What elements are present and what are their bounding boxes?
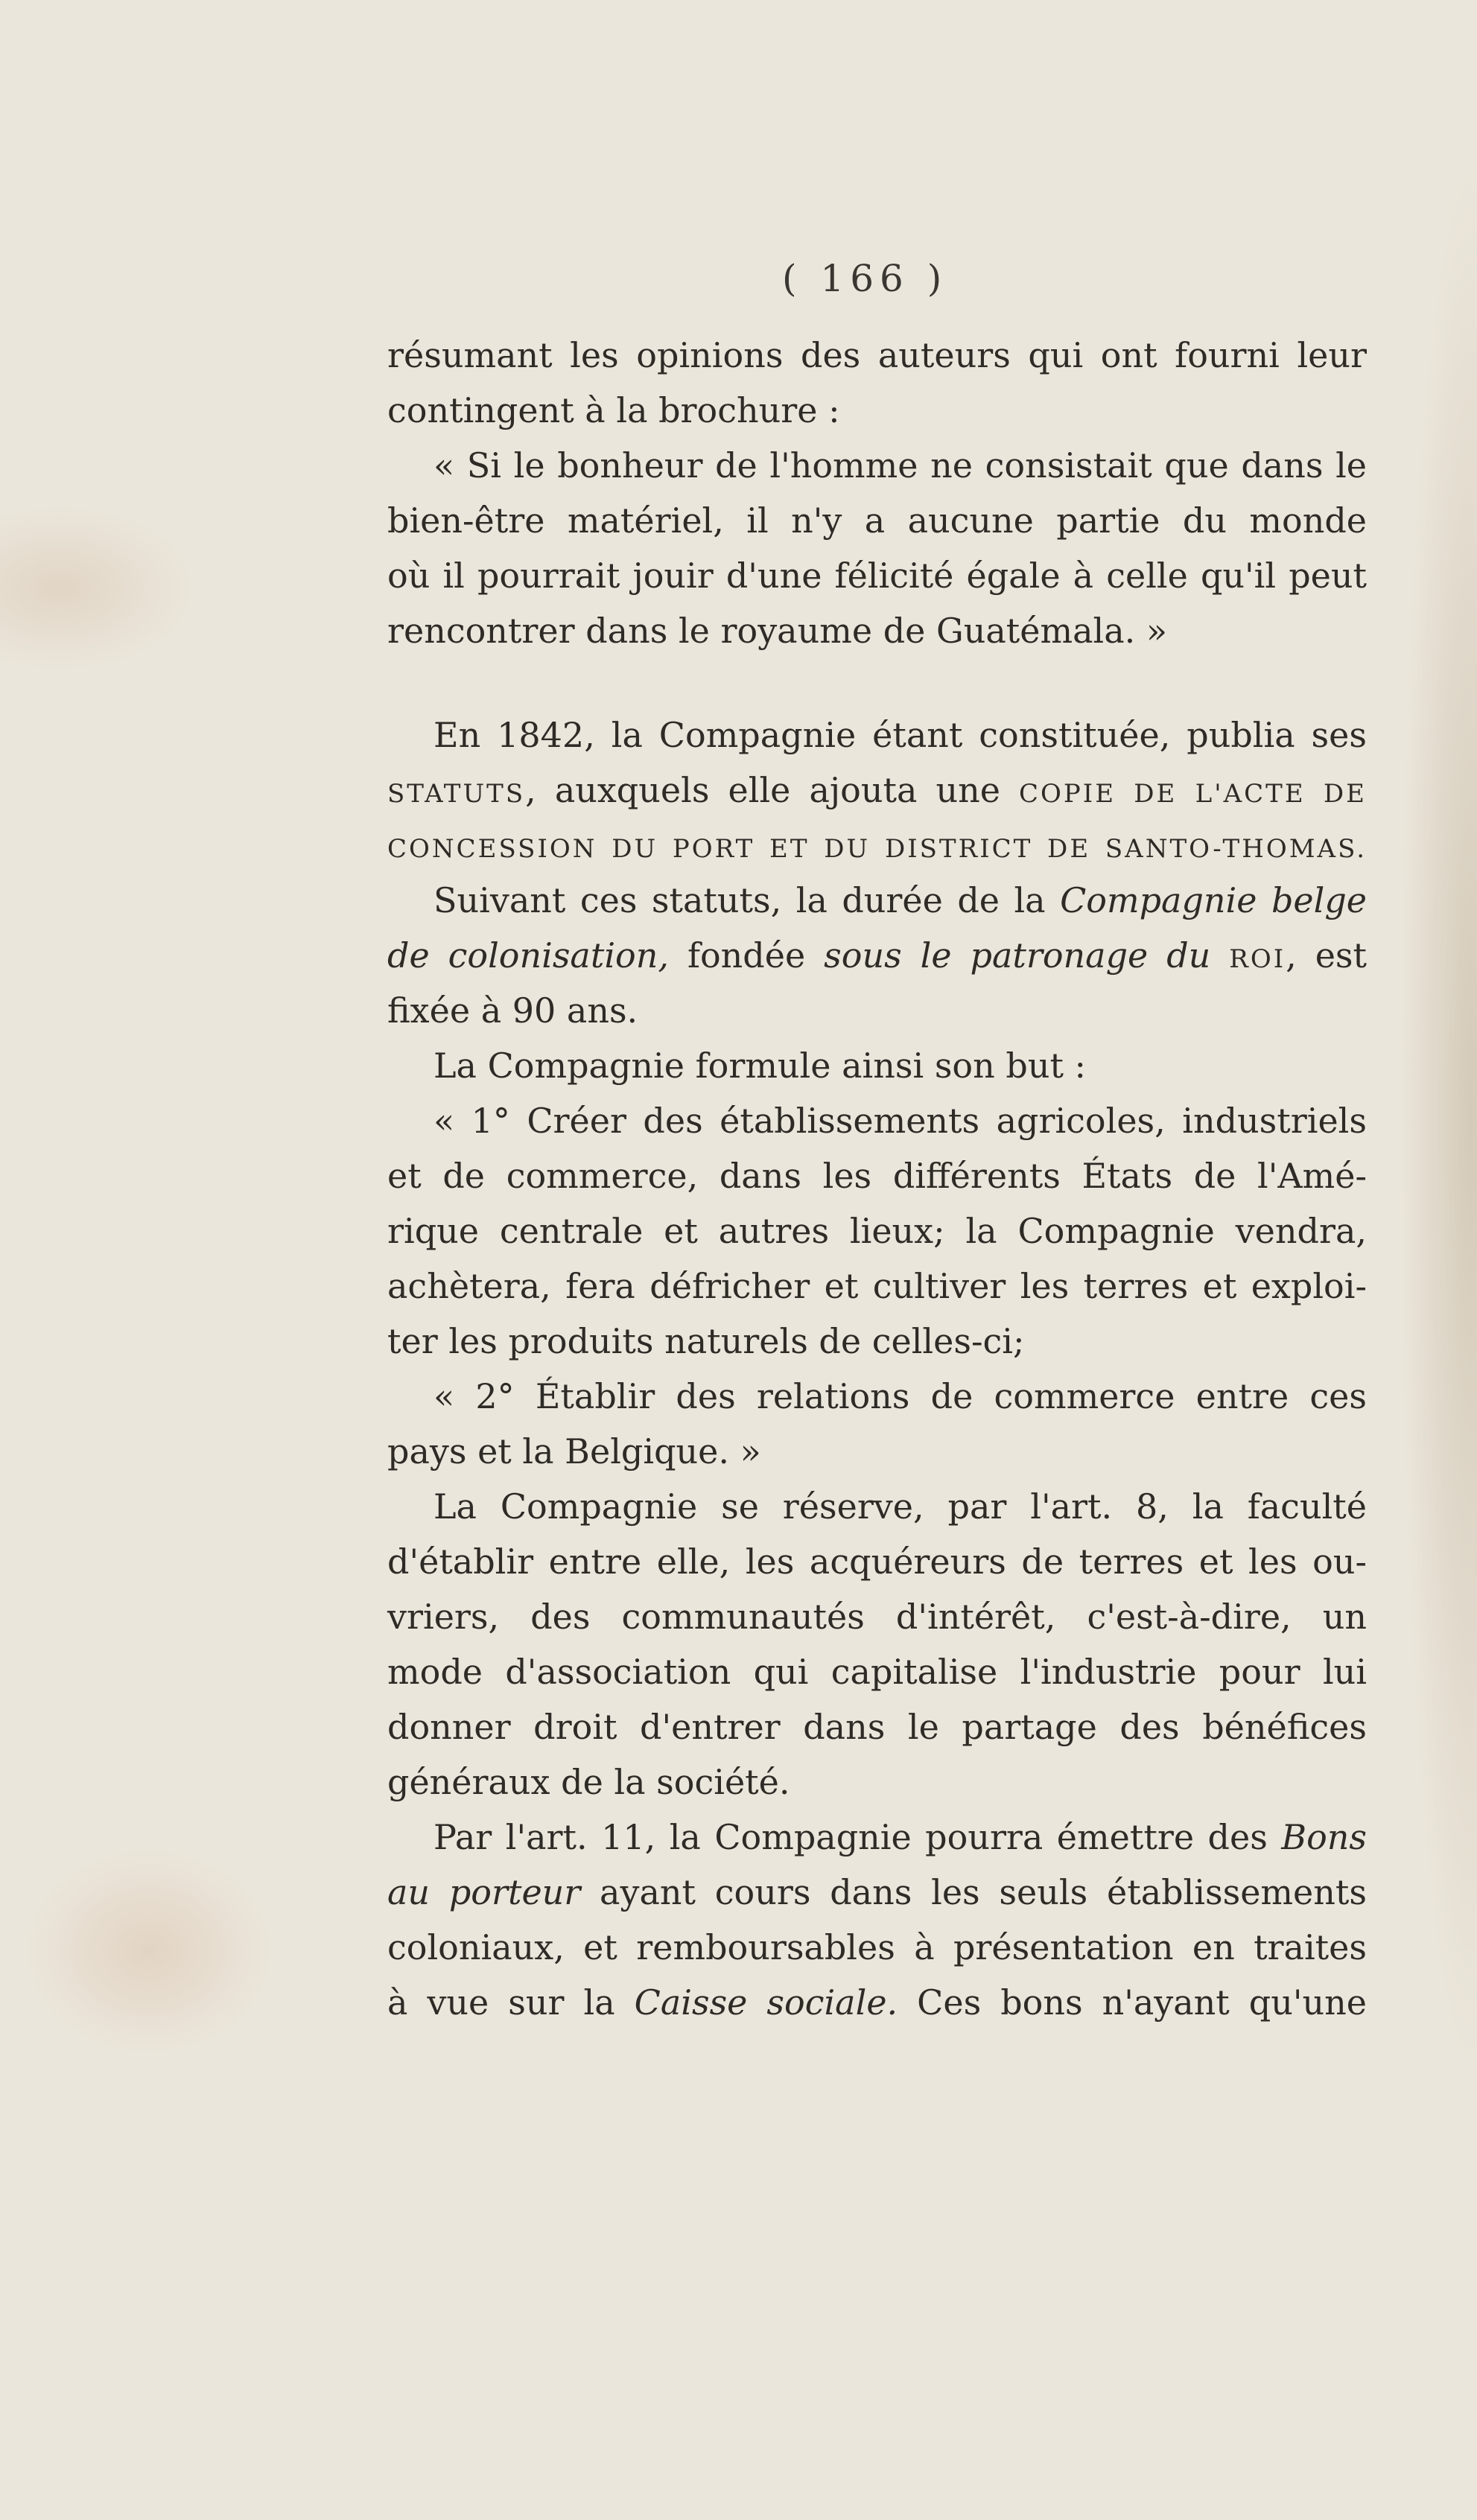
text-run: rencontrer dans le royaume de Guatémala. » (387, 611, 1168, 651)
text-run: , auxquels elle ajouta une (525, 770, 1020, 810)
text-line (387, 763, 1367, 818)
text-run: « Si le bonheur de l'homme ne consistait que dans le (433, 445, 1367, 486)
text-run: de colonisation, (387, 935, 669, 976)
text-run: Caisse sociale. (634, 1982, 898, 2023)
text-line (387, 818, 1367, 873)
text-line (387, 873, 1367, 928)
text-run: COPIE DE L'ACTE DE (1019, 779, 1367, 809)
text-run: contingent à la brochure : (387, 390, 840, 430)
text-line (387, 1810, 1367, 1865)
text-run: STATUTS (387, 779, 526, 809)
text-run: ROI (1229, 944, 1286, 974)
text-line (387, 1699, 1367, 1754)
text-line (387, 438, 1367, 493)
text-run: La Compagnie se réserve, par l'art. 8, la faculté (433, 1486, 1367, 1527)
text-run: coloniaux, et remboursables à présentation en traites (387, 1927, 1367, 1967)
text-run: ayant cours dans les seuls établissements (580, 1872, 1367, 1912)
text-line (387, 493, 1367, 548)
text-run: CONCESSION DU PORT ET DU DISTRICT DE SANTO-THOMAS. (387, 834, 1367, 864)
text-run: ter les produits naturels de celles-ci; (387, 1321, 1025, 1361)
text-line (387, 983, 1367, 1038)
text-line (387, 1534, 1367, 1589)
text-line (387, 1920, 1367, 1975)
text-run: En 1842, la Compagnie étant constituée, publia ses (433, 715, 1367, 755)
text-run: rique centrale et autres lieux; la Compagnie vendra, (387, 1211, 1367, 1251)
text-line (387, 383, 1367, 438)
text-line (387, 1865, 1367, 1920)
text-line (387, 1975, 1367, 2030)
page-number: ( 166 ) (782, 257, 948, 300)
text-line (387, 1203, 1367, 1259)
text-line (387, 1369, 1367, 1424)
text-run: Suivant ces statuts, la durée de la (433, 880, 1061, 920)
text-line (387, 1148, 1367, 1203)
text-run: « 2° Établir des relations de commerce entre ces (433, 1376, 1367, 1416)
text-run: achètera, fera défricher et cultiver les terres et exploi- (387, 1266, 1367, 1306)
text-run: mode d'association qui capitalise l'industrie pour lui (387, 1652, 1367, 1692)
text-run: vriers, des communautés d'intérêt, c'est-à-dire, un (387, 1597, 1367, 1637)
text-run: Ces bons n'ayant qu'une (898, 1982, 1367, 2023)
text-line (387, 1424, 1367, 1479)
text-run: résumant les opinions des auteurs qui ont fourni leur (387, 335, 1367, 375)
text-run: à vue sur la (387, 1982, 635, 2023)
text-run: fixée à 90 ans. (387, 990, 638, 1031)
text-run: Par l'art. 11, la Compagnie pourra émettre des (433, 1817, 1282, 1857)
text-line (387, 928, 1367, 983)
text-line (387, 1644, 1367, 1699)
text-run: fondée (669, 935, 825, 976)
text-line (387, 1038, 1367, 1093)
text-line (387, 548, 1367, 603)
text-run: bien-être matériel, il n'y a aucune partie du monde (387, 500, 1367, 541)
text-run: Compagnie belge (1060, 880, 1367, 920)
text-line (387, 1093, 1367, 1148)
text-line (387, 1589, 1367, 1644)
text-run: « 1° Créer des établissements agricoles, industriels (433, 1101, 1367, 1141)
text-line (387, 603, 1367, 658)
text-line (387, 707, 1367, 763)
text-run: pays et la Belgique. » (387, 1431, 761, 1471)
text-run: Bons (1281, 1817, 1367, 1857)
text-run: où il pourrait jouir d'une félicité égale à celle qu'il peut (387, 556, 1367, 596)
text-run (1210, 935, 1229, 976)
paragraph-gap (387, 658, 1367, 707)
text-run: donner droit d'entrer dans le partage des bénéfices (387, 1707, 1367, 1747)
body-text (387, 328, 1367, 2030)
text-line (387, 1754, 1367, 1810)
text-line (387, 1479, 1367, 1534)
text-line (387, 1314, 1367, 1369)
text-line (387, 1259, 1367, 1314)
text-run: généraux de la société. (387, 1762, 790, 1802)
text-line (387, 328, 1367, 383)
text-run: sous le patronage du (824, 935, 1211, 976)
text-run: d'établir entre elle, les acquéreurs de terres et les ou- (387, 1541, 1367, 1582)
text-run: La Compagnie formule ainsi son but : (433, 1046, 1087, 1086)
text-run: , est (1286, 935, 1368, 976)
text-run: au porteur (387, 1872, 581, 1912)
text-run: et de commerce, dans les différents États de l'Amé- (387, 1156, 1367, 1196)
